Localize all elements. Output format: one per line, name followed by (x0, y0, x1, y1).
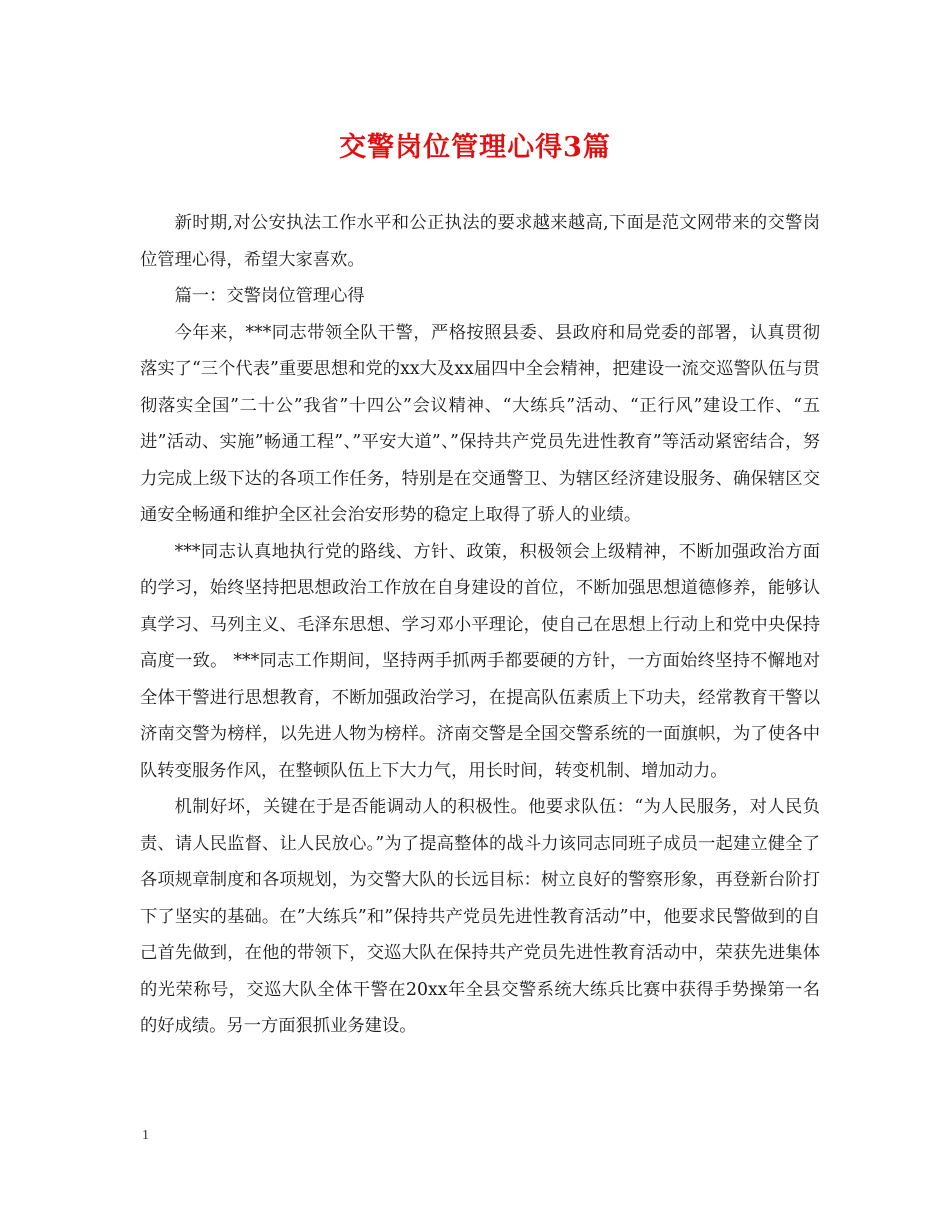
body-paragraph: ***同志认真地执行党的路线、方针、政策，积极领会上级精神，不断加强政治方面的学习，始终坚持把思想政治工作放在自身建设的首位，不断加强思想道德修养，能够认真学习、马列主义、毛泽东思想、学习邓小平理论，使自己在思想上行动上和党中央保持高度一致。 ***同志工作期间，坚持两手抓两手都要硬的方针，一方面始终坚持不懈地对全体干警进行思想教育，不断加强政治学习，在提高队伍素质上下功夫，经常教育干警以济南交警为榜样，以先进人物为榜样。济南交警是全国交警系统的一面旗帜，为了使各中队转变服务作风，在整顿队伍上下大力气，用长时间，转变机制、增加动力。 (140, 541, 820, 781)
document-title: 交警岗位管理心得3篇 (339, 132, 611, 163)
page-number: 1 (142, 1128, 149, 1143)
section-heading: 篇一：交警岗位管理心得 (174, 286, 365, 306)
body-paragraph: 今年来，***同志带领全队干警，严格按照县委、县政府和局党委的部署，认真贯彻落实了“三个代表”重要思想和党的xx大及xx届四中全会精神，把建设一流交巡警队伍与贯彻落实全国”二十公”我省”十四公”会议精神、“大练兵”活动、“正行风”建设工作、“五进”活动、实施”畅通工程”、”平安大道”、”保持共产党员先进性教育”等活动紧密结合，努力完成上级下达的各项工作任务，特别是在交通警卫、为辖区经济建设服务、确保辖区交通安全畅通和维护全区社会治安形势的稳定上取得了骄人的业绩。 (140, 322, 820, 525)
document-body (140, 205, 820, 1045)
intro-paragraph: 新时期,对公安执法工作水平和公正执法的要求越来越高,下面是范文网带来的交警岗位管理心得，希望大家喜欢。 (140, 213, 820, 270)
body-paragraph: 机制好坏，关键在于是否能调动人的积极性。他要求队伍：“为人民服务，对人民负责、请人民监督、让人民放心。”为了提高整体的战斗力该同志同班子成员一起建立健全了各项规章制度和各项规划，为交警大队的长远目标：树立良好的警察形象，再登新台阶打下了坚实的基础。在”大练兵”和”保持共产党员先进性教育活动”中，他要求民警做到的自己首先做到，在他的带领下，交巡大队在保持共产党员先进性教育活动中，荣获先进集体的光荣称号，交巡大队全体干警在20xx年全县交警系统大练兵比赛中获得手势操第一名的好成绩。另一方面狠抓业务建设。 (140, 797, 820, 1036)
